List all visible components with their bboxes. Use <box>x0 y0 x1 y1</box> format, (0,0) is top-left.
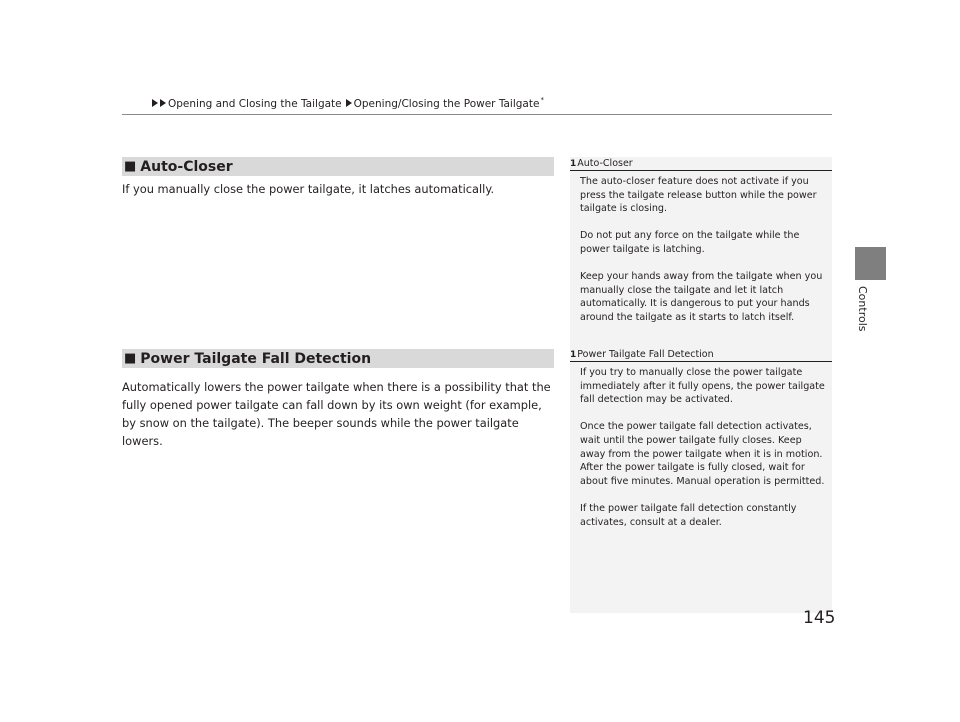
breadcrumb-arrow-icon <box>346 99 352 107</box>
note-reference-number: 1 <box>570 159 577 169</box>
note-paragraph: Do not put any force on the tailgate while the power tailgate is latching. <box>580 230 800 255</box>
breadcrumb-asterisk: * <box>540 96 544 104</box>
breadcrumb-level-2: Opening/Closing the Power Tailgate <box>353 98 540 110</box>
breadcrumb <box>152 93 544 111</box>
side-tab-marker <box>855 247 886 280</box>
breadcrumb-arrow-icon <box>160 99 166 107</box>
section-marker-icon: ■ <box>124 351 137 366</box>
note-body-fall-detection <box>580 366 826 543</box>
breadcrumb-arrow-icon <box>152 99 158 107</box>
section-marker-icon: ■ <box>124 159 137 174</box>
page-number: 145 <box>803 608 836 628</box>
note-body-auto-closer <box>580 175 826 338</box>
side-tab-label: Controls <box>856 286 869 332</box>
breadcrumb-level-1: Opening and Closing the Tailgate <box>168 98 342 110</box>
note-paragraph: If the power tailgate fall detection constantly activates, consult at a dealer. <box>580 502 797 528</box>
note-paragraph: Keep your hands away from the tailgate when you manually close the tailgate and let it latch automatically. It is dangerous to put your hands around the tailgate as it starts to latch itself. <box>580 271 823 323</box>
section-title: Power Tailgate Fall Detection <box>140 350 372 367</box>
section-title: Auto-Closer <box>140 158 233 175</box>
note-heading-fall-detection <box>570 347 832 362</box>
section-body-auto-closer: If you manually close the power tailgate, it latches automatically. <box>122 182 495 196</box>
note-paragraph: The auto-closer feature does not activate if you press the tailgate release button while the power tailgate is closing. <box>580 176 817 215</box>
header-rule <box>122 114 832 115</box>
note-title: Auto-Closer <box>577 158 633 169</box>
section-heading-auto-closer <box>122 157 554 176</box>
note-reference-number: 1 <box>570 350 577 360</box>
note-paragraph: If you try to manually close the power tailgate immediately after it fully opens, the power tailgate fall detection may be activated. <box>580 367 825 406</box>
note-heading-auto-closer <box>570 156 832 171</box>
note-paragraph: Once the power tailgate fall detection activates, wait until the power tailgate fully closes. Keep away from the power tailgate when it is in motion. After the power tailgate is fully closed, wait for about five minutes. Manual operation is permitted. <box>580 421 825 487</box>
section-body-fall-detection: Automatically lowers the power tailgate when there is a possibility that the fully opened power tailgate can fall down by its own weight (for example, by snow on the tailgate). The beeper sounds while the power tailgate lowers. <box>122 380 551 448</box>
note-title: Power Tailgate Fall Detection <box>577 349 714 360</box>
section-heading-fall-detection <box>122 349 554 368</box>
